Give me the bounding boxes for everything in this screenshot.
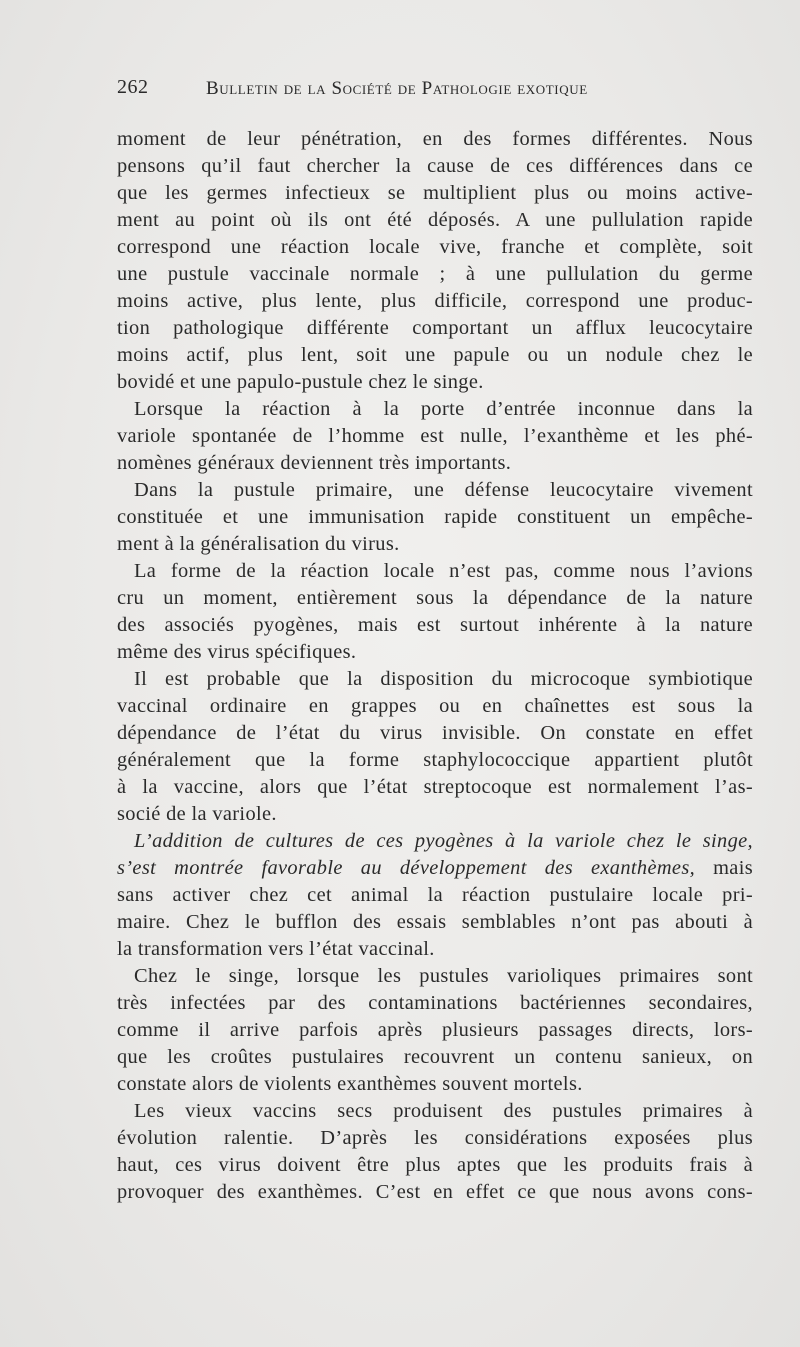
text-line: que les germes infectieux se multiplient plus ou moins active-: [117, 182, 753, 204]
running-title: Bulletin de la Société de Pathologie exotique: [206, 78, 588, 99]
text-line: Dans la pustule primaire, une défense leucocytaire vivement: [134, 479, 753, 501]
text-line: une pustule vaccinale normale ; à une pullulation du germe: [117, 263, 753, 285]
text-line: vaccinal ordinaire en grappes ou en chaînettes est sous la: [117, 695, 753, 717]
text-line: provoquer des exanthèmes. C’est en effet ce que nous avons cons-: [117, 1181, 753, 1203]
text-line: maire. Chez le bufflon des essais semblables n’ont pas abouti à: [117, 911, 753, 933]
text-line: tion pathologique différente comportant un afflux leucocytaire: [117, 317, 753, 339]
text-line: que les croûtes pustulaires recouvrent un contenu sanieux, on: [117, 1046, 753, 1068]
page-number: 262: [117, 76, 149, 98]
text-line: correspond une réaction locale vive, franche et complète, soit: [117, 236, 753, 258]
page-header: [117, 76, 673, 106]
text-line: cru un moment, entièrement sous la dépendance de la nature: [117, 587, 753, 609]
text-line: la transformation vers l’état vaccinal.: [117, 938, 435, 960]
text-line: La forme de la réaction locale n’est pas, comme nous l’avions: [134, 560, 753, 582]
text-line: nomènes généraux deviennent très importants.: [117, 452, 512, 474]
text-line: pensons qu’il faut chercher la cause de ces différences dans ce: [117, 155, 753, 177]
text-line: même des virus spécifiques.: [117, 641, 357, 663]
text-line: bovidé et une papulo-pustule chez le singe.: [117, 371, 484, 393]
text-line: ment au point où ils ont été déposés. A une pullulation rapide: [117, 209, 753, 231]
text-line: très infectées par des contaminations bactériennes secondaires,: [117, 992, 753, 1014]
text-line: Il est probable que la disposition du microcoque symbiotique: [134, 668, 753, 690]
text-line: variole spontanée de l’homme est nulle, l’exanthème et les phé-: [117, 425, 753, 447]
text-line: moins actif, plus lent, soit une papule ou un nodule chez le: [117, 344, 753, 366]
italic-text: L’addition de cultures de ces pyogènes à la variole chez le singe,: [134, 830, 753, 852]
text-line: comme il arrive parfois après plusieurs passages directs, lors-: [117, 1019, 753, 1041]
text-line: Lorsque la réaction à la porte d’entrée inconnue dans la: [134, 398, 753, 420]
text-line: constituée et une immunisation rapide constituent un empêche-: [117, 506, 753, 528]
text-line: des associés pyogènes, mais est surtout inhérente à la nature: [117, 614, 753, 636]
text-line: haut, ces virus doivent être plus aptes que les produits frais à: [117, 1154, 753, 1176]
text-line: généralement que la forme staphylococcique appartient plutôt: [117, 749, 753, 771]
text-line: constate alors de violents exanthèmes souvent mortels.: [117, 1073, 583, 1095]
text-line-tail: mais: [695, 857, 753, 879]
text-line: Chez le singe, lorsque les pustules varioliques primaires sont: [134, 965, 753, 987]
text-line: [117, 855, 753, 882]
text-line: [117, 828, 753, 855]
text-line: à la vaccine, alors que l’état streptocoque est normalement l’as-: [117, 776, 753, 798]
text-line: dépendance de l’état du virus invisible. On constate en effet: [117, 722, 753, 744]
text-line: ment à la généralisation du virus.: [117, 533, 400, 555]
text-line: sans activer chez cet animal la réaction pustulaire locale pri-: [117, 884, 753, 906]
text-line: Les vieux vaccins secs produisent des pustules primaires à: [134, 1100, 753, 1122]
body-text: [117, 126, 753, 1206]
text-line: moment de leur pénétration, en des formes différentes. Nous: [117, 128, 753, 150]
text-line: socié de la variole.: [117, 803, 277, 825]
text-line: moins active, plus lente, plus difficile, correspond une produc-: [117, 290, 753, 312]
italic-text: s’est montrée favorable au développement des exanthèmes,: [117, 857, 696, 879]
text-line: évolution ralentie. D’après les considérations exposées plus: [117, 1127, 753, 1149]
